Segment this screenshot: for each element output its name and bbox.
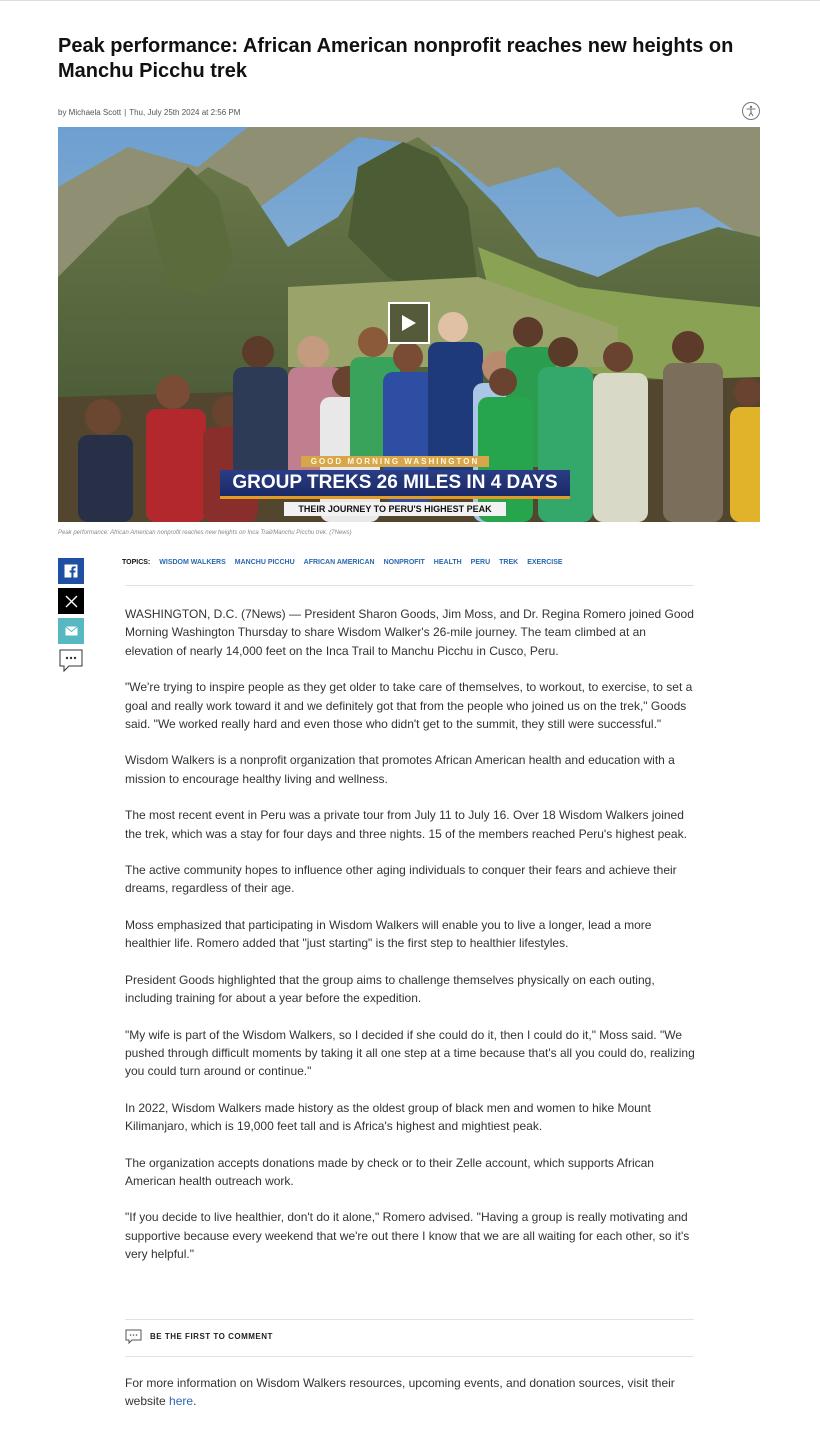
- body-paragraph: Moss emphasized that participating in Wisdom Walkers will enable you to live a longer, lead a more healthier life. Romero added that "just starting" is the first step to healthier lifestyles.: [125, 917, 652, 951]
- topics-list: [122, 559, 563, 566]
- publish-date: Thu, July 25th 2024 at 2:56 PM: [129, 108, 241, 117]
- body-paragraph: WASHINGTON, D.C. (7News) — President Sharon Goods, Jim Moss, and Dr. Regina Romero joined Good Morning Washington Thursday to share Wisdom Walker's 26-mile journey. The team climbed at an elevation of nearly 14,000 feet on the Inca Trail to Manchu Picchu in Cusco, Peru.: [125, 607, 694, 658]
- x-icon: [65, 595, 78, 608]
- topic-tag[interactable]: HEALTH: [433, 559, 462, 566]
- share-x-button[interactable]: [58, 588, 84, 614]
- website-link[interactable]: here: [169, 1394, 194, 1409]
- body-paragraph: The most recent event in Peru was a private tour from July 11 to July 16. Over 18 Wisdom Walkers joined the trek, which was a stay for four days and three nights. 15 of the members reached Peru's highest peak.: [125, 808, 687, 841]
- lower-third-headline: GROUP TREKS 26 MILES IN 4 DAYS: [220, 470, 570, 499]
- lower-third: [220, 451, 570, 517]
- byline-separator: |: [124, 108, 127, 117]
- comment-icon: [58, 648, 84, 674]
- topics-label: TOPICS:: [122, 559, 151, 566]
- more-info-text: For more information on Wisdom Walkers resources, upcoming events, and donation sources, visit their website: [125, 1376, 675, 1409]
- body-paragraph: Wisdom Walkers is a nonprofit organization that promotes African American health and education with a mission to encourage healthy living and wellness.: [125, 753, 675, 786]
- topic-tag[interactable]: EXERCISE: [527, 559, 563, 566]
- first-comment-label: BE THE FIRST TO COMMENT: [150, 1332, 273, 1341]
- body-paragraph: In 2022, Wisdom Walkers made history as the oldest group of black men and women to hike Mount Kilimanjaro, which is 19,000 feet tall and is Africa's highest and mightiest peak.: [125, 1100, 651, 1134]
- accessibility-icon[interactable]: [742, 102, 760, 120]
- topics-divider: [125, 585, 694, 586]
- body-paragraph: The active community hopes to influence other aging individuals to conquer their fears and achieve their dreams, regardless of their age.: [125, 863, 677, 896]
- top-divider: [0, 0, 820, 1]
- first-comment-button[interactable]: [125, 1329, 273, 1344]
- comments-divider-bottom: [125, 1356, 694, 1357]
- share-more-button[interactable]: [58, 648, 84, 674]
- topic-tag[interactable]: MANCHU PICCHU: [234, 559, 295, 566]
- image-caption: Peak performance: African American nonprofit reaches new heights on Inca Trail/Manchu Picchu trek. (7News): [58, 530, 352, 536]
- byline: [58, 108, 240, 117]
- body-paragraph: "We're trying to inspire people as they get older to take care of themselves, to workout, to exercise, to set a goal and really work toward it and we definitely got that from the people who joined us on the trek," Goods said. "We worked really hard and even those who didn't get to the summit, they still were successful.": [125, 680, 693, 732]
- topic-tag[interactable]: WISDOM WALKERS: [159, 559, 226, 566]
- more-info-paragraph: [125, 1374, 695, 1411]
- author-name[interactable]: by Michaela Scott: [58, 108, 122, 117]
- share-email-button[interactable]: [58, 618, 84, 644]
- body-paragraph: "My wife is part of the Wisdom Walkers, so I decided if she could do it, then I could do it," Moss said. "We pushed through difficult moments by taking it all one step at a time because that's all you could do, realizing you could turn around or continue.": [125, 1027, 695, 1079]
- lower-third-subhead: THEIR JOURNEY TO PERU'S HIGHEST PEAK: [284, 502, 505, 516]
- email-icon: [65, 626, 78, 636]
- more-info-end: .: [193, 1394, 197, 1409]
- comments-divider-top: [125, 1319, 694, 1320]
- facebook-icon: [64, 564, 78, 578]
- body-paragraph: President Goods highlighted that the group aims to challenge themselves physically on each outing, including training for about a year before the expedition.: [125, 972, 655, 1006]
- body-paragraph: "If you decide to live healthier, don't do it alone," Romero advised. "Having a group is really motivating and supportive because every weekend that we're out there I know that we are all waiting for each other, so it's very helpful.": [125, 1210, 690, 1262]
- article-body: [125, 605, 695, 1282]
- share-facebook-button[interactable]: [58, 558, 84, 584]
- topic-tag[interactable]: PERU: [470, 559, 491, 566]
- topic-tag[interactable]: AFRICAN AMERICAN: [303, 559, 375, 566]
- lower-third-show: GOOD MORNING WASHINGTON: [301, 456, 490, 467]
- play-button[interactable]: [388, 302, 430, 344]
- play-icon: [401, 314, 417, 332]
- article-headline: Peak performance: African American nonprofit reaches new heights on Manchu Picchu trek: [58, 35, 734, 82]
- topic-tag[interactable]: TREK: [499, 559, 519, 566]
- video-player[interactable]: [58, 127, 760, 522]
- topic-tag[interactable]: NONPROFIT: [383, 559, 425, 566]
- comment-icon: [125, 1329, 142, 1344]
- body-paragraph: The organization accepts donations made by check or to their Zelle account, which supports African American health outreach work.: [125, 1155, 654, 1188]
